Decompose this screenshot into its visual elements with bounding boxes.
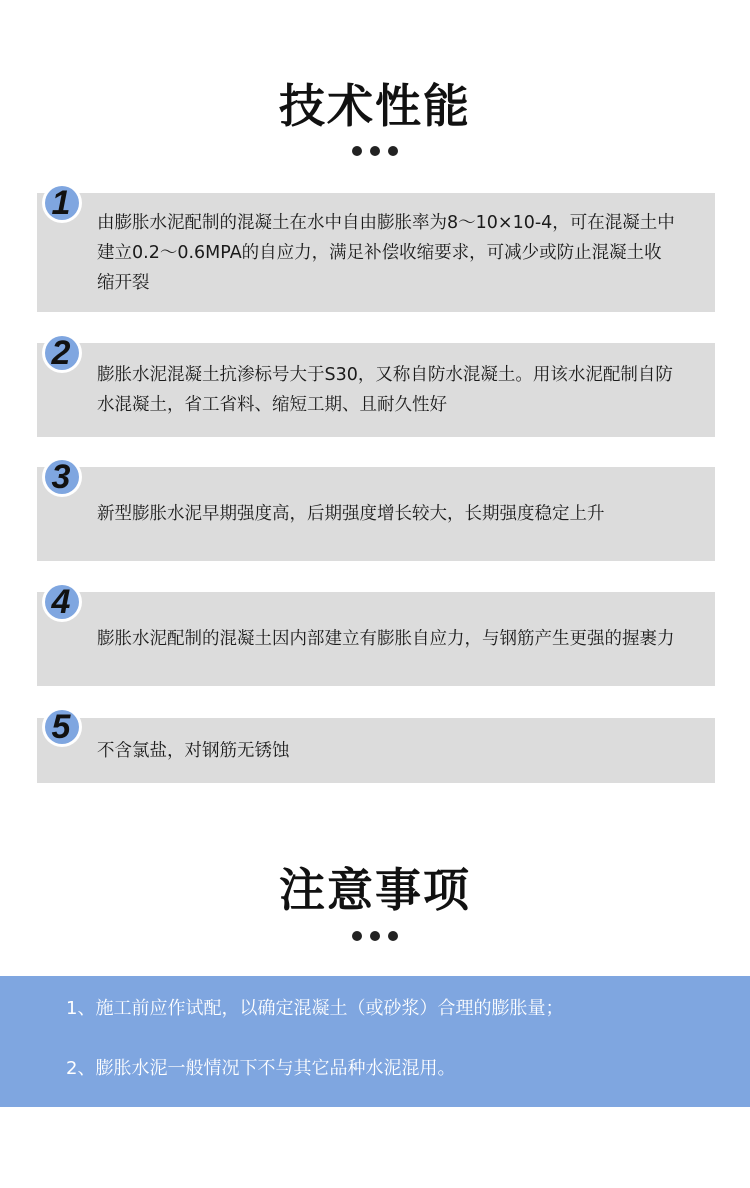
dot-icon <box>388 931 398 941</box>
performance-item-5 <box>37 718 715 783</box>
title-dots-decoration <box>0 146 750 156</box>
performance-item-2 <box>37 343 715 437</box>
number-badge-2 <box>42 333 82 373</box>
badge-number: 5 <box>51 708 71 746</box>
performance-item-text: 膨胀水泥配制的混凝土因内部建立有膨胀自应力，与钢筋产生更强的握裹力 <box>97 629 675 649</box>
performance-item-1 <box>37 193 715 312</box>
dot-icon <box>388 146 398 156</box>
badge-number: 2 <box>51 334 71 372</box>
performance-title: 技术性能 <box>279 79 471 133</box>
notice-band <box>0 976 750 1107</box>
performance-item-text: 不含氯盐，对钢筋无锈蚀 <box>97 740 290 761</box>
notice-item-1: 1、施工前应作试配，以确定混凝土（或砂浆）合理的膨胀量； <box>66 998 564 1019</box>
dot-icon <box>370 146 380 156</box>
performance-item-3 <box>37 467 715 561</box>
performance-item-4 <box>37 592 715 686</box>
number-badge-3 <box>42 457 82 497</box>
badge-number: 3 <box>51 458 71 496</box>
performance-item-text: 由膨胀水泥配制的混凝土在水中自由膨胀率为8～10×10-4，可在混凝土中建立0.2～0.6MPA的自应力，满足补偿收缩要求，可减少或防止混凝土收缩开裂 <box>97 212 675 293</box>
notice-item-2: 2、膨胀水泥一般情况下不与其它品种水泥混用。 <box>66 1058 456 1079</box>
title-dots-decoration <box>0 931 750 941</box>
badge-number: 4 <box>51 583 71 621</box>
number-badge-1 <box>42 183 82 223</box>
performance-item-text: 新型膨胀水泥早期强度高，后期强度增长较大，长期强度稳定上升 <box>97 504 605 524</box>
badge-number: 1 <box>51 184 71 222</box>
dot-icon <box>370 931 380 941</box>
number-badge-4 <box>42 582 82 622</box>
notice-title: 注意事项 <box>279 863 471 917</box>
number-badge-5 <box>42 707 82 747</box>
dot-icon <box>352 146 362 156</box>
dot-icon <box>352 931 362 941</box>
performance-item-text: 膨胀水泥混凝土抗渗标号大于S30，又称自防水混凝土。用该水泥配制自防水混凝土，省工省料、缩短工期、且耐久性好 <box>97 365 673 415</box>
